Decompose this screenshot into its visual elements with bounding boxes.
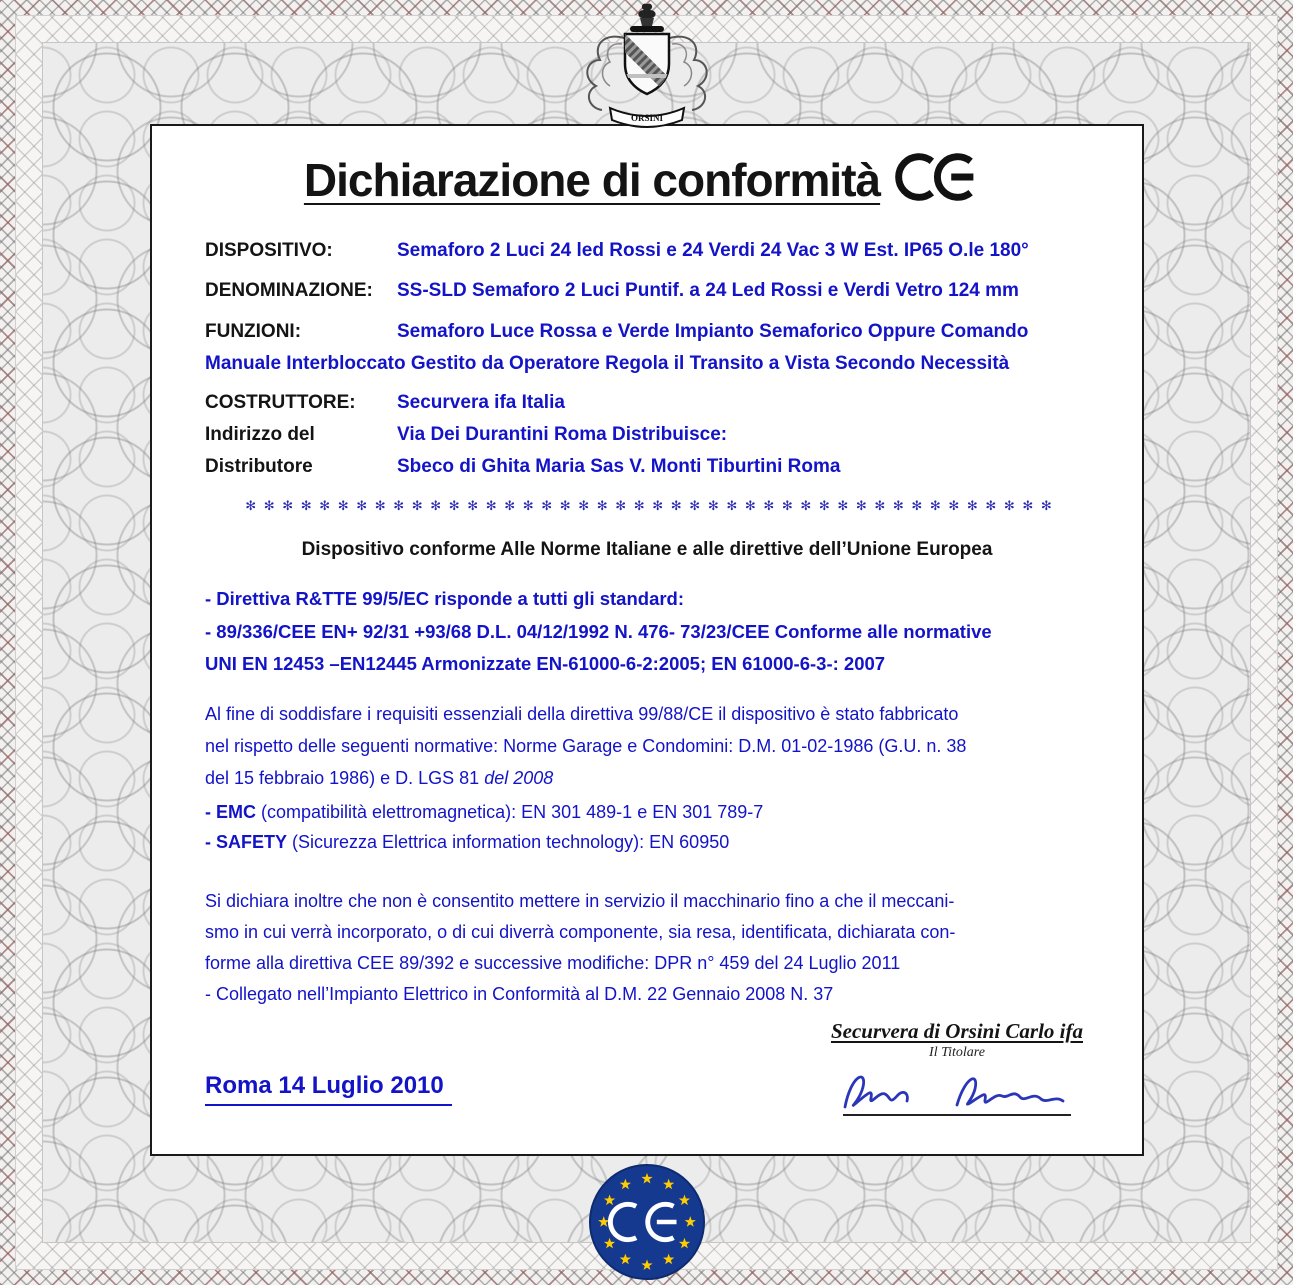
field-indirizzo: [205, 422, 1094, 448]
fabrication-line-3: [205, 762, 1094, 794]
safety-label: - SAFETY: [205, 832, 288, 852]
field-label-costruttore: COSTRUTTORE:: [205, 392, 356, 413]
crest-mantling-left: [587, 37, 630, 110]
field-list: [205, 238, 1094, 480]
handwritten-signature: [837, 1063, 1077, 1121]
declaration-paragraph: [205, 886, 1094, 1010]
declaration-line-2: smo in cui verrà incorporato, o di cui diverrà componente, sia resa, identificata, dichiarata con-: [205, 922, 956, 942]
field-value-denominazione: SS-SLD Semaforo 2 Luci Puntif. a 24 Led Rossi e Verdi Vetro 124 mm: [397, 280, 1019, 301]
field-value-funzioni-line2: Manuale Interbloccato Gestito da Operatore Regola il Transito a Vista Secondo Necessità: [205, 353, 1010, 374]
field-denominazione: [205, 278, 1094, 304]
declaration-line-1: Si dichiara inoltre che non è consentito mettere in servizio il macchinario fino a che il meccani-: [205, 891, 955, 911]
field-distributore: [205, 454, 1094, 480]
declaration-line-4: - Collegato nell’Impianto Elettrico in Conformità al D.M. 22 Gennaio 2008 N. 37: [205, 984, 834, 1004]
field-value-funzioni-line1: Semaforo Luce Rossa e Verde Impianto Semaforico Oppure Comando: [397, 321, 1029, 342]
signature-role: Il Titolare: [929, 1045, 985, 1060]
crest-mantling-right: [664, 37, 707, 110]
emc-text: (compatibilità elettromagnetica): EN 301 489-1 e EN 301 789-7: [256, 802, 764, 822]
ce-mark-icon: [894, 152, 990, 202]
field-dispositivo: [205, 238, 1094, 264]
emc-label: - EMC: [205, 802, 256, 822]
field-label-funzioni: FUNZIONI:: [205, 321, 302, 342]
page-title: Dichiarazione di conformità: [303, 154, 881, 206]
field-label-denominazione: DENOMINAZIONE:: [205, 280, 373, 301]
crest-bird: [638, 4, 655, 26]
fabrication-line-1: Al fine di soddisfare i requisiti essenziali della direttiva 99/88/CE il dispositivo è stato fabbricato: [205, 704, 959, 724]
crest-banner-text: ORSINI: [630, 113, 663, 123]
title-row: [152, 152, 1142, 207]
field-value-dispositivo: Semaforo 2 Luci 24 led Rossi e 24 Verdi 24 Vac 3 W Est. IP65 O.le 180°: [397, 240, 1029, 261]
certificate-panel: [150, 124, 1144, 1156]
field-label-dispositivo: DISPOSITIVO:: [205, 240, 333, 261]
eu-ce-emblem: [588, 1163, 706, 1285]
fabrication-line-3-italic: del 2008: [484, 768, 554, 788]
field-value-costruttore: Securvera ifa Italia: [397, 392, 565, 413]
separator-ornament-row: ✻ ✻ ✻ ✻ ✻ ✻ ✻ ✻ ✻ ✻ ✻ ✻ ✻ ✻ ✻ ✻ ✻ ✻ ✻ ✻ ✻ ✻ ✻ ✻ ✻ ✻ ✻ ✻ ✻ ✻ ✻ ✻ ✻ ✻ ✻ ✻ ✻ ✻ ✻ ✻ ✻ ✻ ✻ ✻: [245, 498, 1054, 513]
field-label-distributore: Distributore: [205, 456, 313, 477]
directive-line-1: - Direttiva R&TTE 99/5/EC risponde a tutti gli standard:: [205, 588, 685, 609]
fabrication-paragraph: [205, 698, 1094, 794]
directives-paragraph: [205, 583, 1094, 681]
date-place: Roma 14 Luglio 2010: [205, 1072, 452, 1106]
safety-line: [205, 827, 1094, 857]
field-label-indirizzo: Indirizzo del: [205, 424, 315, 445]
field-costruttore: [205, 390, 1094, 416]
directive-line-2: - 89/336/CEE EN+ 92/31 +93/68 D.L. 04/12/1992 N. 476- 73/23/CEE Conforme alle normative: [205, 620, 992, 642]
fabrication-line-3-text: del 15 febbraio 1986) e D. LGS 81: [205, 768, 485, 788]
declaration-line-3: forme alla direttiva CEE 89/392 e successive modifiche: DPR n° 459 del 24 Luglio 2011: [205, 953, 901, 973]
field-funzioni: [205, 316, 1094, 348]
field-value-indirizzo: Via Dei Durantini Roma Distribuisce:: [397, 424, 728, 445]
safety-text: (Sicurezza Elettrica information technology): EN 60950: [287, 832, 730, 852]
emc-line: [205, 797, 1094, 827]
signature-company-name: Securvera di Orsini Carlo ifa: [830, 1019, 1084, 1043]
crest-torse: [630, 26, 664, 32]
conformity-heading: Dispositivo conforme Alle Norme Italiane e alle direttive dell’Unione Europea: [301, 539, 993, 560]
directive-line-3: UNI EN 12453 –EN12445 Armonizzate EN-61000-6-2:2005; EN 61000-6-3-: 2007: [205, 653, 886, 674]
field-value-distributore: Sbeco di Ghita Maria Sas V. Monti Tiburtini Roma: [397, 456, 841, 477]
fabrication-line-2: nel rispetto delle seguenti normative: Norme Garage e Condomini: D.M. 01-02-1986 (G.U. n. 38: [205, 736, 967, 756]
signature-block: [812, 1019, 1102, 1116]
family-crest: [572, 0, 722, 143]
